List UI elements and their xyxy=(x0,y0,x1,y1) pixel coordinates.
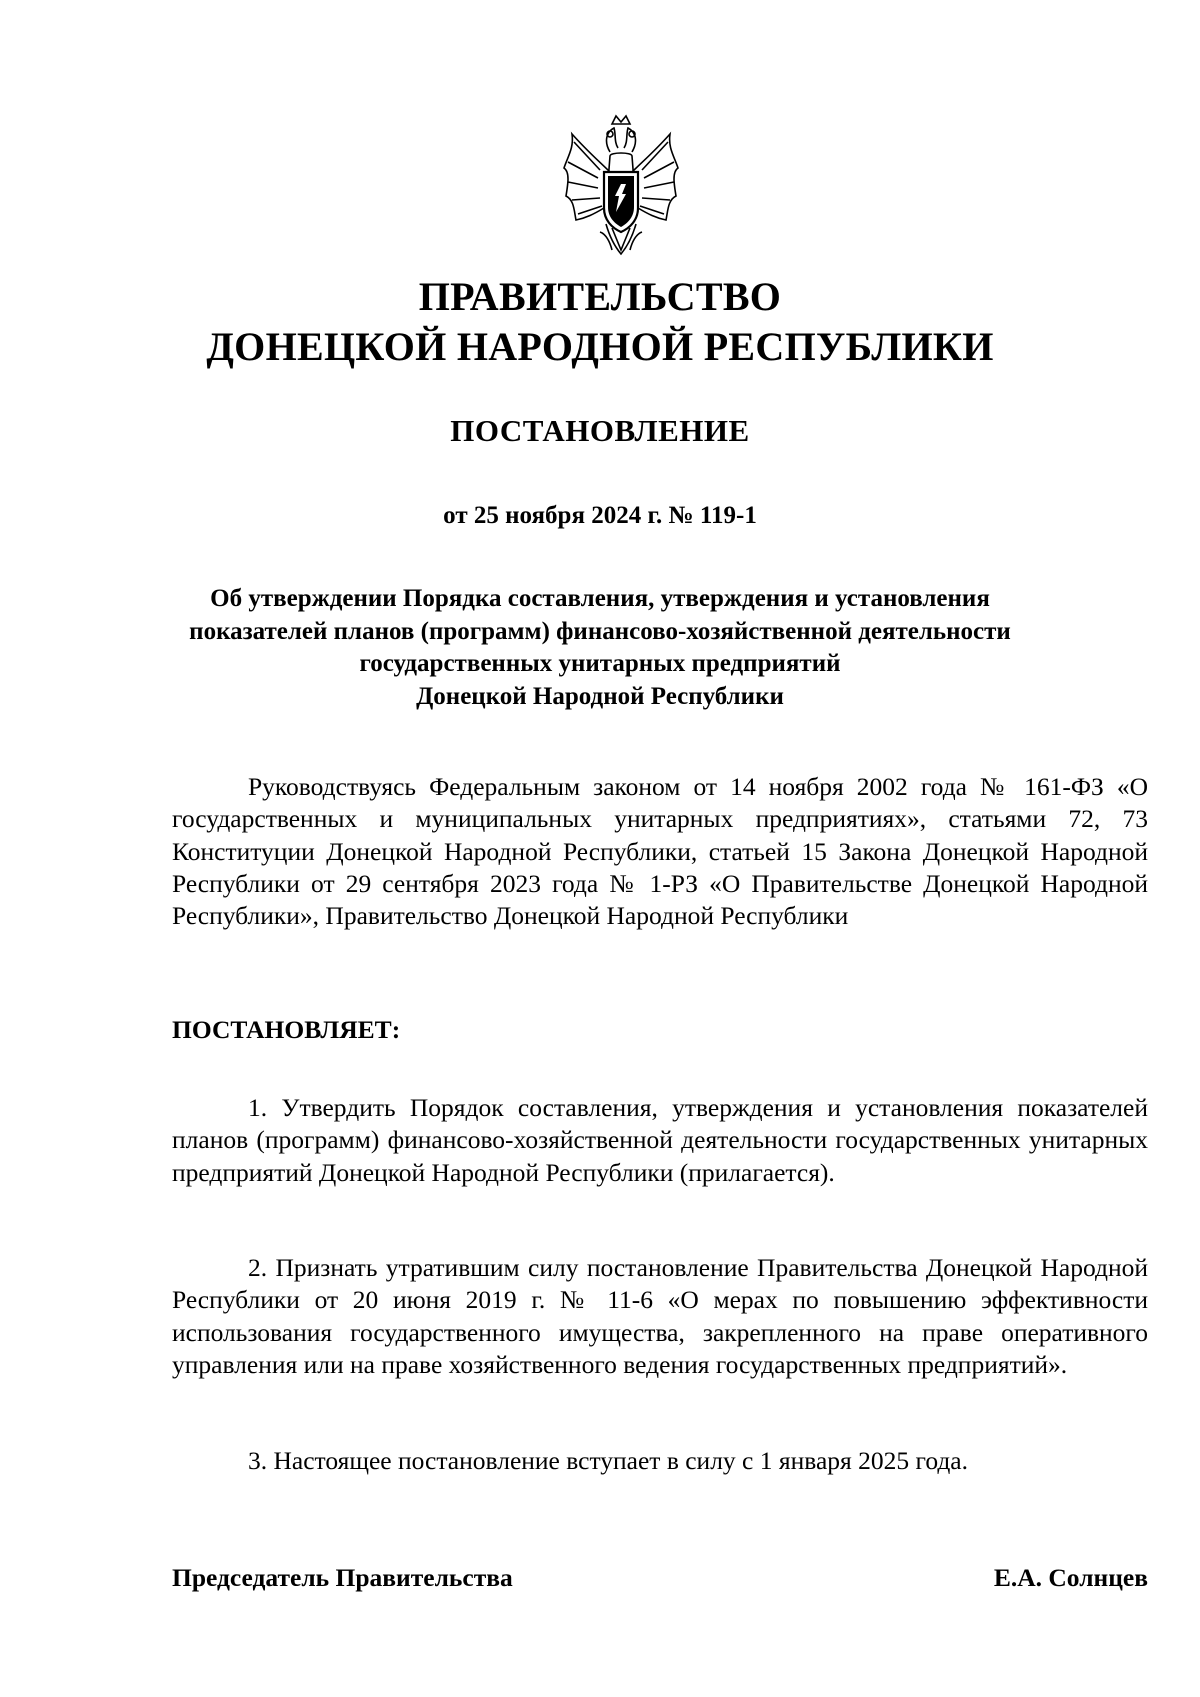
dpr-coat-of-arms-icon xyxy=(560,112,682,262)
government-title xyxy=(0,272,1200,372)
subject-line-1: Об утверждении Порядка составления, утверждения и установления xyxy=(210,585,990,612)
preamble-paragraph: Руководствуясь Федеральным законом от 14 ноября 2002 года № 161-ФЗ «О государственных и муниципальных унитарных предприятиях», статьями 72, 73 Конституции Донецкой Народной Республики, статьей 15 Закона Донецкой Народной Республики от 29 сентября 2023 года № 1-РЗ «О Правительстве Донецкой Народной Республики», Правительство Донецкой Народной Республики xyxy=(172,772,1148,931)
decree-word: ПОСТАНОВЛЯЕТ: xyxy=(172,1015,401,1044)
document-subject xyxy=(0,583,1200,713)
signature-name: Е.А. Солнцев xyxy=(993,1563,1148,1592)
subject-line-3: государственных унитарных предприятий xyxy=(359,650,841,677)
subject-line-2: показателей планов (программ) финансово-хозяйственной деятельности xyxy=(189,617,1011,645)
signature-position: Председатель Правительства xyxy=(172,1563,513,1592)
document-type: ПОСТАНОВЛЕНИЕ xyxy=(450,413,750,448)
decree-item-1: 1. Утвердить Порядок составления, утверждения и установления показателей планов (программ) финансово-хозяйственной деятельности государственных унитарных предприятий Донецкой Народной Республики (прилагается). xyxy=(172,1093,1148,1187)
government-title-line-2: ДОНЕЦКОЙ НАРОДНОЙ РЕСПУБЛИКИ xyxy=(206,324,994,369)
government-title-line-1: ПРАВИТЕЛЬСТВО xyxy=(418,274,782,319)
subject-line-4: Донецкой Народной Республики xyxy=(416,682,784,710)
decree-item-3: 3. Настоящее постановление вступает в силу с 1 января 2025 года. xyxy=(248,1446,969,1475)
document-date-number: от 25 ноября 2024 г. № 119-1 xyxy=(443,502,757,529)
decree-item-2: 2. Признать утратившим силу постановление Правительства Донецкой Народной Республики от 20 июня 2019 г. № 11-6 «О мерах по повышению эффективности использования государственного имущества, закрепленного на праве оперативного управления или на праве хозяйственного ведения государственных предприятий». xyxy=(172,1253,1148,1379)
